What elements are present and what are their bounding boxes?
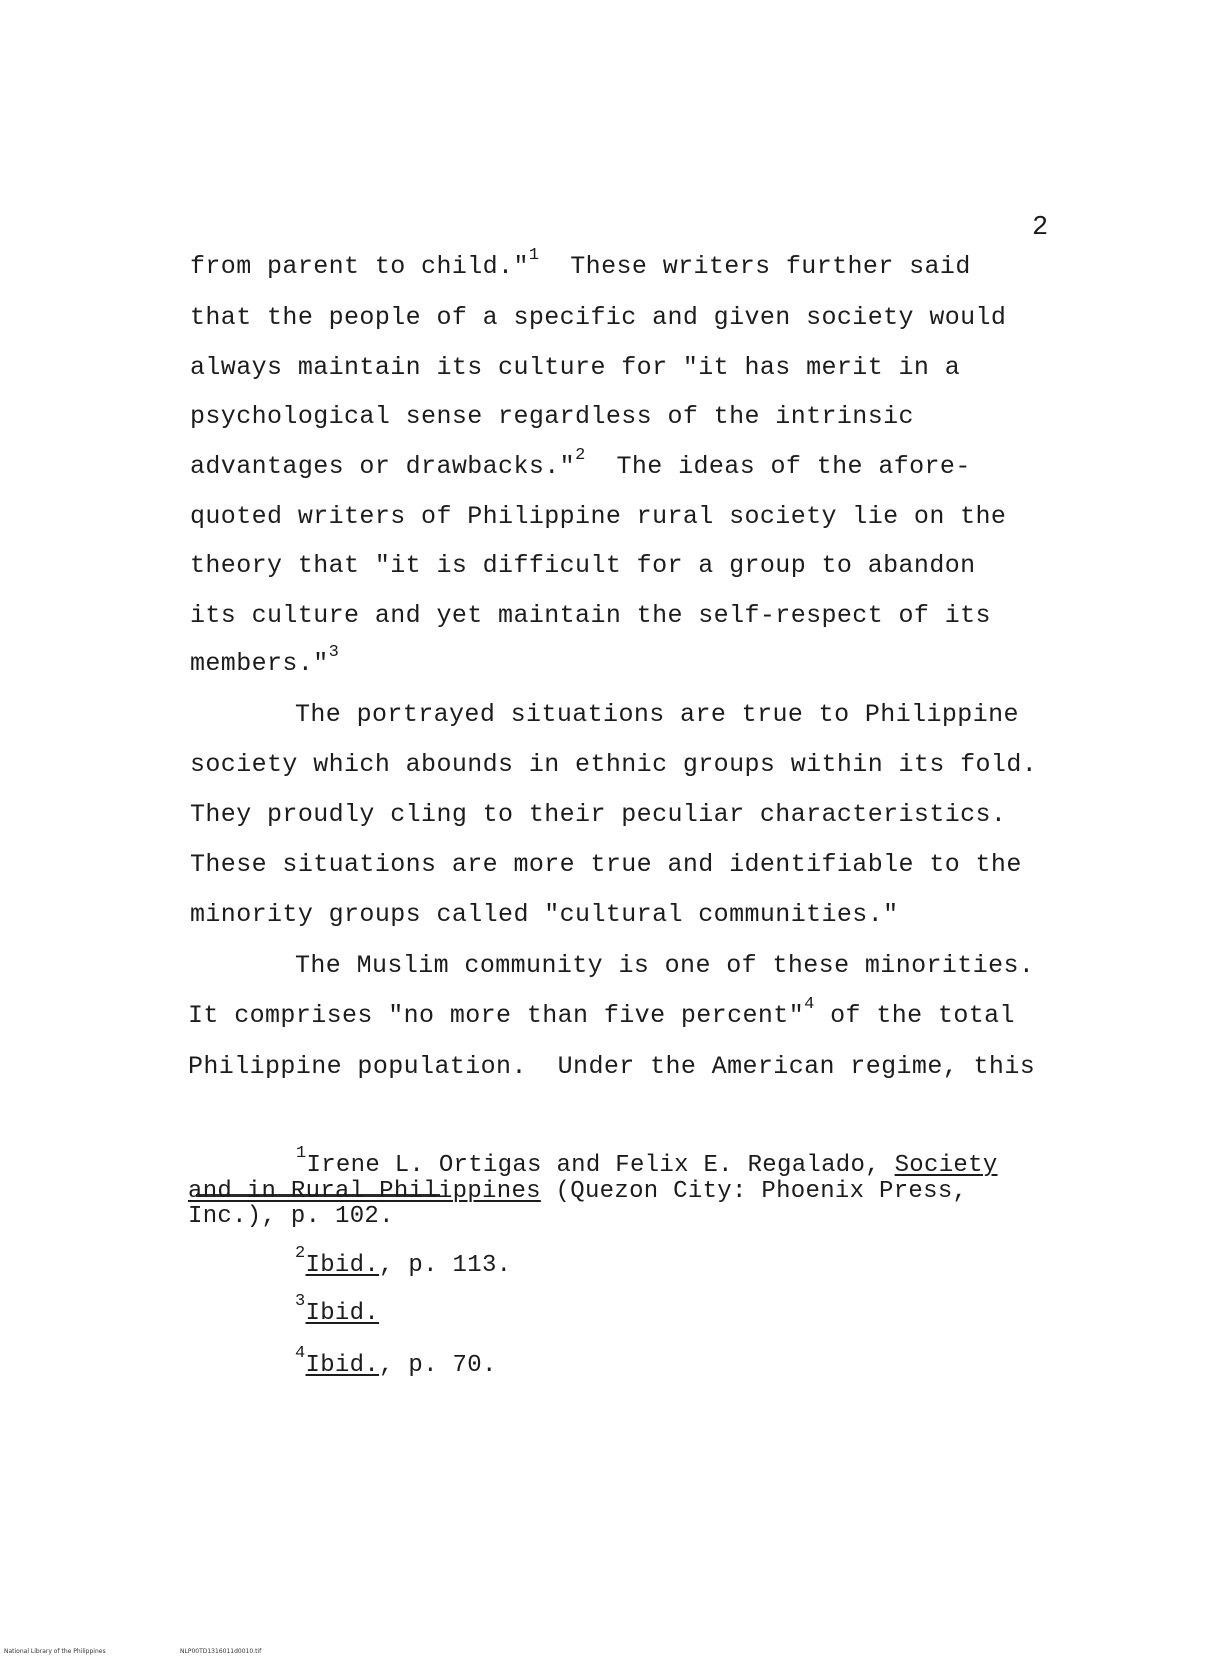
body-line-12: They proudly cling to their peculiar characteristics. — [190, 800, 1007, 829]
footnote-2-ibid: Ibid. — [305, 1252, 380, 1279]
body-line-10: The portrayed situations are true to Philippine — [295, 700, 1019, 729]
body-line-8: its culture and yet maintain the self-respect of its — [190, 601, 991, 630]
body-line-5: advantages or drawbacks."$^2$ The ideas of the afore- — [190, 446, 971, 481]
body-line-11: society which abounds in ethnic groups within its fold. — [190, 750, 1038, 779]
body-line-14: minority groups called "cultural communities." — [190, 900, 899, 929]
body-line-9: members."$^3$ — [190, 643, 340, 678]
footnote-4-ibid: Ibid. — [305, 1352, 380, 1379]
footnote-ref-4: 4 — [804, 995, 815, 1014]
footer-library-name: National Library of the Philippines — [4, 1648, 106, 1655]
footnote-ref-2: 2 — [575, 446, 586, 465]
body-line-3: always maintain its culture for "it has merit in a — [190, 353, 961, 382]
body-line-17: Philippine population. Under the American regime, this — [188, 1052, 1036, 1081]
footnote-1-marker: 1 — [296, 1144, 307, 1163]
footnote-ref-1: 1 — [528, 246, 540, 265]
footnote-1-title-start: Society — [894, 1152, 998, 1179]
footnote-3 — [295, 1292, 380, 1327]
body-line-4: psychological sense regardless of the intrinsic — [190, 402, 914, 431]
footnote-2: $^2$Ibid., p. 113. — [295, 1244, 512, 1279]
footnote-4: $^4$Ibid., p. 70. — [295, 1344, 497, 1379]
body-line-16: It comprises "no more than five percent"$^4$ of the total — [188, 995, 1015, 1030]
footnote-1-line-2: and in Rural Philippines (Quezon City: Phoenix Press, — [188, 1178, 968, 1205]
body-line-15: The Muslim community is one of these minorities. — [295, 951, 1035, 980]
body-line-6: quoted writers of Philippine rural society lie on the — [190, 502, 1007, 531]
body-line-13: These situations are more true and identifiable to the — [190, 850, 1022, 879]
body-line-1: from parent to child."$^1$ These writers further said — [190, 246, 971, 281]
body-line-2: that the people of a specific and given society would — [190, 303, 1007, 332]
footnote-1-line-1: $^1$Irene L. Ortigas and Felix E. Regalado, Society — [296, 1144, 998, 1179]
footnote-3-marker: 3 — [295, 1292, 306, 1311]
footnote-2-marker: 2 — [295, 1244, 306, 1263]
footnote-4-marker: 4 — [295, 1344, 306, 1363]
footnote-ref-3: 3 — [328, 643, 340, 662]
footer-file-id: NLP00TD1316011d0010.tif — [180, 1648, 262, 1655]
footnote-3-ibid: Ibid. — [305, 1300, 380, 1327]
body-line-7: theory that "it is difficult for a group to abandon — [190, 551, 976, 580]
footnote-1-line-3: Inc.), p. 102. — [188, 1203, 394, 1230]
page-number: 2 — [1032, 213, 1049, 243]
footnote-1-title-end: and in Rural Philippines — [188, 1178, 541, 1205]
